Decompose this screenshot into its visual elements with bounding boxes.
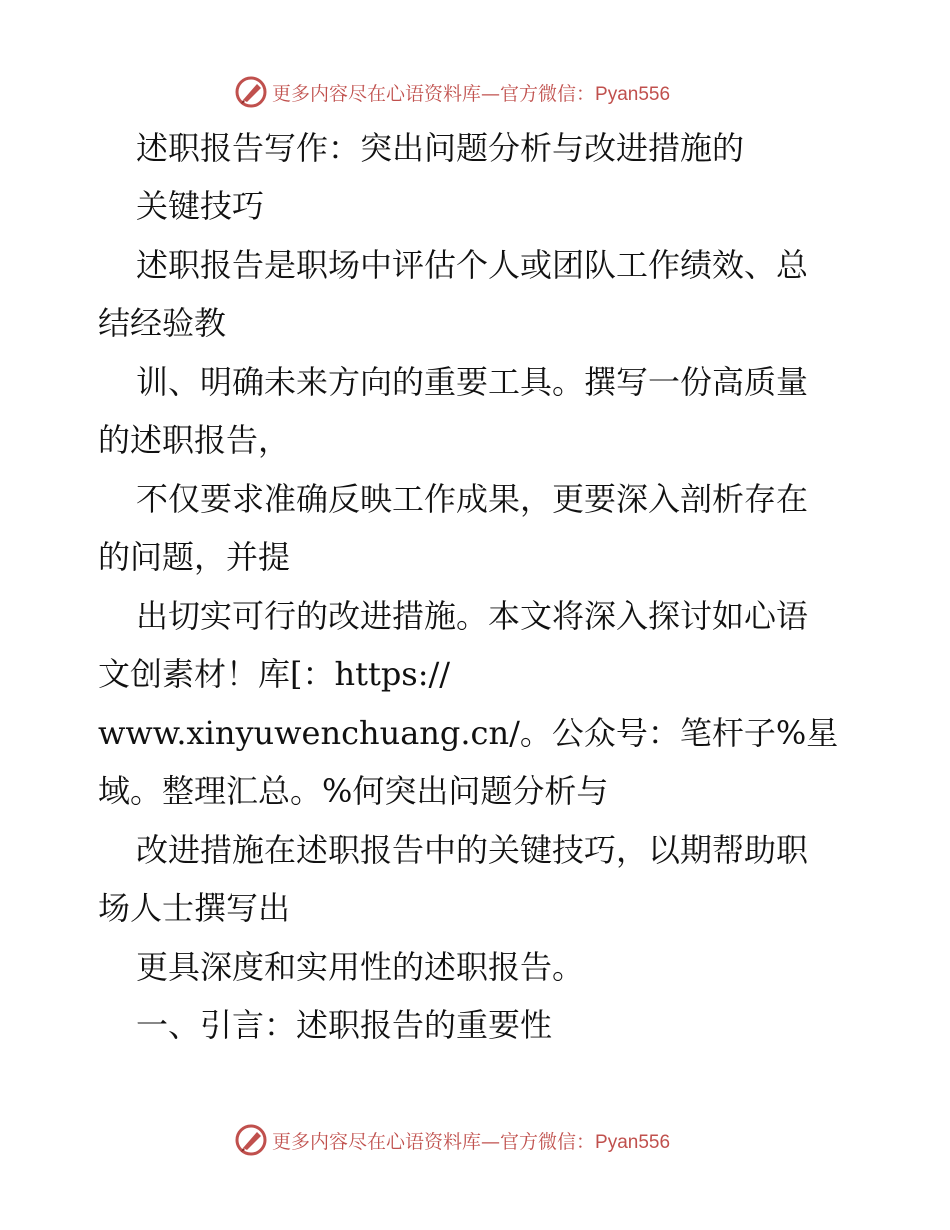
pen-logo-icon — [234, 1123, 268, 1157]
watermark-text: 更多内容尽在心语资料库—官方微信：Pyan556 — [272, 1130, 671, 1153]
paragraph-line: 改进措施在述职报告中的关键技巧，以期帮助职 — [136, 831, 809, 869]
paragraph-line: 域。整理汇总。%何突出问题分析与 — [98, 772, 609, 810]
paragraph-line: 述职报告是职场中评估个人或团队工作绩效、总 — [136, 246, 809, 284]
paragraph-line: www.xinyuwenchuang.cn/。公众号：笔杆子%星 — [98, 714, 839, 752]
title-line-1: 述职报告写作：突出问题分析与改进措施的 — [136, 129, 745, 167]
paragraph-line: 结经验教 — [98, 304, 227, 342]
paragraph-line: 出切实可行的改进措施。本文将深入探讨如心语 — [136, 597, 809, 635]
paragraph-line: 不仅要求准确反映工作成果，更要深入剖析存在 — [136, 480, 809, 518]
paragraph-line: 场人士撰写出 — [98, 889, 291, 927]
paragraph-line: 更具深度和实用性的述职报告。 — [136, 948, 585, 986]
watermark-banner-bottom — [234, 1120, 714, 1160]
paragraph-line: 文创素材！库[：https:// — [98, 655, 451, 693]
section-heading: 一、引言：述职报告的重要性 — [136, 1006, 553, 1044]
watermark-text: 更多内容尽在心语资料库—官方微信：Pyan556 — [272, 82, 671, 105]
paragraph-line: 的问题，并提 — [98, 538, 291, 576]
paragraph-line: 的述职报告， — [98, 421, 291, 459]
title-line-2: 关键技巧 — [136, 187, 265, 225]
paragraph-line: 训、明确未来方向的重要工具。撰写一份高质量 — [136, 363, 809, 401]
